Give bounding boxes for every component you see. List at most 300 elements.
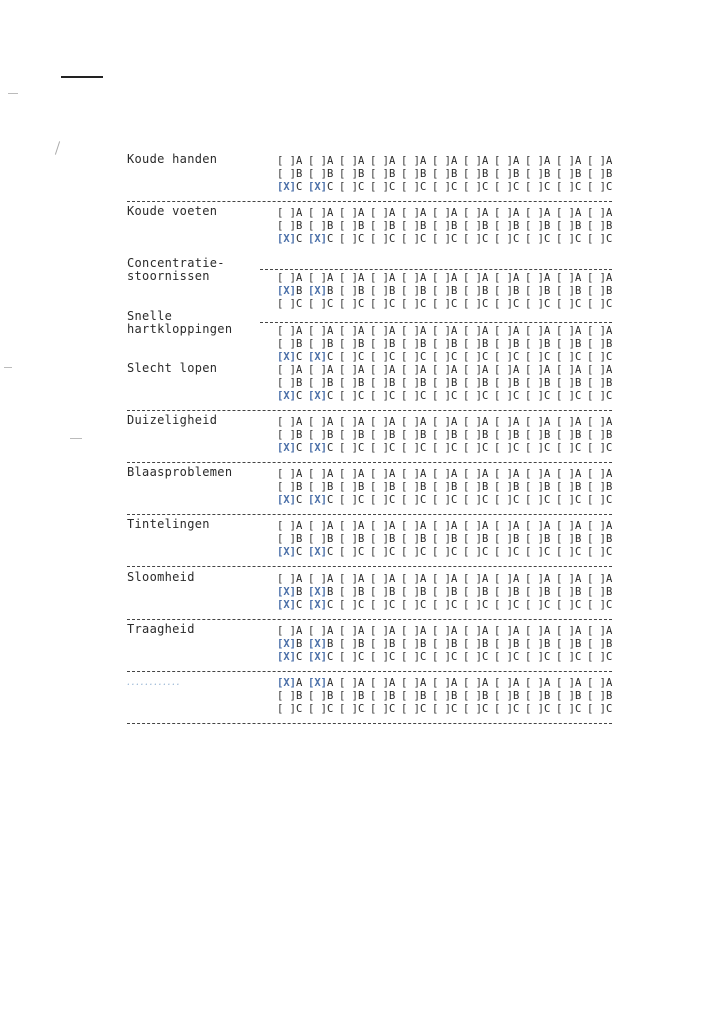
empty-box[interactable]: [ ]	[556, 468, 575, 481]
empty-box[interactable]: [ ]	[494, 572, 513, 585]
empty-box[interactable]: [ ]	[525, 533, 544, 546]
checkbox-option-b[interactable]	[277, 586, 308, 599]
empty-box[interactable]: [ ]	[494, 324, 513, 337]
checkbox-option-a[interactable]	[339, 416, 370, 429]
checkbox-option-b[interactable]	[277, 168, 308, 181]
empty-box[interactable]: [ ]	[277, 624, 296, 637]
empty-box[interactable]: [ ]	[432, 428, 451, 441]
empty-box[interactable]: [ ]	[432, 298, 451, 311]
checkbox-option-c[interactable]	[525, 599, 556, 612]
checked-box[interactable]: [X]	[308, 676, 327, 689]
empty-box[interactable]: [ ]	[432, 181, 451, 193]
empty-box[interactable]: [ ]	[587, 389, 606, 402]
checkbox-option-a[interactable]	[494, 364, 525, 377]
checked-box[interactable]: [X]	[308, 585, 327, 598]
empty-box[interactable]: [ ]	[370, 389, 389, 402]
empty-box[interactable]: [ ]	[494, 481, 513, 494]
checked-box[interactable]: [X]	[277, 441, 296, 454]
empty-box[interactable]: [ ]	[432, 689, 451, 702]
checkbox-option-a[interactable]	[587, 207, 618, 220]
empty-box[interactable]: [ ]	[308, 533, 327, 546]
empty-box[interactable]: [ ]	[277, 572, 296, 585]
checkbox-option-a[interactable]	[432, 364, 463, 377]
empty-box[interactable]: [ ]	[463, 598, 482, 611]
empty-box[interactable]: [ ]	[432, 441, 451, 454]
empty-box[interactable]: [ ]	[525, 494, 544, 507]
checkbox-option-a[interactable]	[401, 207, 432, 220]
checkbox-option-b[interactable]	[308, 481, 339, 494]
empty-box[interactable]: [ ]	[277, 520, 296, 533]
checkbox-option-c[interactable]	[463, 546, 494, 559]
empty-box[interactable]: [ ]	[463, 441, 482, 454]
empty-box[interactable]: [ ]	[277, 468, 296, 481]
checkbox-option-a[interactable]	[525, 468, 556, 481]
empty-box[interactable]: [ ]	[494, 285, 513, 298]
checkbox-option-a[interactable]	[370, 677, 401, 690]
empty-box[interactable]: [ ]	[463, 650, 482, 663]
checkbox-option-c[interactable]	[494, 390, 525, 403]
empty-box[interactable]: [ ]	[463, 155, 482, 167]
checkbox-option-b[interactable]	[432, 168, 463, 181]
checkbox-option-c[interactable]	[587, 442, 618, 455]
empty-box[interactable]: [ ]	[370, 298, 389, 311]
checked-box[interactable]: [X]	[277, 637, 296, 650]
empty-box[interactable]: [ ]	[556, 598, 575, 611]
empty-box[interactable]: [ ]	[463, 533, 482, 546]
empty-box[interactable]: [ ]	[277, 272, 296, 285]
empty-box[interactable]: [ ]	[432, 207, 451, 220]
empty-box[interactable]: [ ]	[432, 233, 451, 246]
empty-box[interactable]: [ ]	[339, 533, 358, 546]
empty-box[interactable]: [ ]	[432, 650, 451, 663]
empty-box[interactable]: [ ]	[525, 624, 544, 637]
checkbox-option-c[interactable]	[525, 494, 556, 507]
checkbox-option-a[interactable]	[525, 207, 556, 220]
checkbox-option-c[interactable]	[525, 651, 556, 664]
checkbox-option-a[interactable]	[401, 364, 432, 377]
checkbox-option-b[interactable]	[494, 638, 525, 651]
empty-box[interactable]: [ ]	[401, 233, 420, 246]
empty-box[interactable]: [ ]	[587, 481, 606, 494]
empty-box[interactable]: [ ]	[463, 481, 482, 494]
empty-box[interactable]: [ ]	[556, 181, 575, 193]
checkbox-option-a[interactable]	[525, 625, 556, 638]
checkbox-option-a[interactable]	[463, 416, 494, 429]
checkbox-option-b[interactable]	[432, 690, 463, 703]
empty-box[interactable]: [ ]	[587, 337, 606, 350]
checkbox-option-b[interactable]	[370, 168, 401, 181]
empty-box[interactable]: [ ]	[556, 428, 575, 441]
empty-box[interactable]: [ ]	[525, 598, 544, 611]
checkbox-option-c[interactable]	[339, 233, 370, 246]
checkbox-option-c[interactable]	[370, 181, 401, 194]
checkbox-option-a[interactable]	[432, 325, 463, 338]
checkbox-option-c[interactable]	[525, 546, 556, 559]
empty-box[interactable]: [ ]	[339, 272, 358, 285]
empty-box[interactable]: [ ]	[587, 168, 606, 180]
empty-box[interactable]: [ ]	[463, 272, 482, 285]
empty-box[interactable]: [ ]	[525, 468, 544, 481]
empty-box[interactable]: [ ]	[587, 702, 606, 715]
checkbox-option-b[interactable]	[556, 338, 587, 351]
empty-box[interactable]: [ ]	[432, 546, 451, 559]
checkbox-option-a[interactable]	[587, 325, 618, 338]
checkbox-option-a[interactable]	[432, 155, 463, 168]
checkbox-option-a[interactable]	[308, 325, 339, 338]
empty-box[interactable]: [ ]	[432, 585, 451, 598]
empty-box[interactable]: [ ]	[370, 337, 389, 350]
empty-box[interactable]: [ ]	[277, 533, 296, 546]
checkbox-option-a[interactable]	[525, 272, 556, 285]
checkbox-option-a[interactable]	[308, 573, 339, 586]
checkbox-option-c[interactable]	[401, 494, 432, 507]
checkbox-option-c[interactable]	[308, 181, 339, 194]
empty-box[interactable]: [ ]	[401, 350, 420, 363]
empty-box[interactable]: [ ]	[463, 494, 482, 507]
checkbox-option-b[interactable]	[587, 377, 618, 390]
checkbox-option-b[interactable]	[587, 481, 618, 494]
empty-box[interactable]: [ ]	[370, 155, 389, 167]
checkbox-option-a[interactable]	[277, 468, 308, 481]
checkbox-option-c[interactable]	[339, 651, 370, 664]
empty-box[interactable]: [ ]	[401, 441, 420, 454]
empty-box[interactable]: [ ]	[525, 350, 544, 363]
empty-box[interactable]: [ ]	[525, 181, 544, 193]
empty-box[interactable]: [ ]	[370, 689, 389, 702]
empty-box[interactable]: [ ]	[556, 546, 575, 559]
checkbox-option-a[interactable]	[339, 677, 370, 690]
empty-box[interactable]: [ ]	[401, 155, 420, 167]
checkbox-option-c[interactable]	[556, 233, 587, 246]
empty-box[interactable]: [ ]	[370, 533, 389, 546]
checkbox-option-b[interactable]	[308, 586, 339, 599]
empty-box[interactable]: [ ]	[401, 520, 420, 533]
checkbox-option-a[interactable]	[587, 468, 618, 481]
checkbox-option-a[interactable]	[494, 155, 525, 168]
checked-box[interactable]: [X]	[308, 181, 327, 193]
empty-box[interactable]: [ ]	[308, 168, 327, 180]
checked-box[interactable]: [X]	[277, 585, 296, 598]
empty-box[interactable]: [ ]	[432, 520, 451, 533]
empty-box[interactable]: [ ]	[339, 494, 358, 507]
checkbox-option-a[interactable]	[556, 625, 587, 638]
empty-box[interactable]: [ ]	[339, 389, 358, 402]
empty-box[interactable]: [ ]	[494, 233, 513, 246]
checkbox-option-a[interactable]	[463, 272, 494, 285]
checkbox-option-b[interactable]	[370, 429, 401, 442]
checkbox-option-c[interactable]	[494, 703, 525, 716]
empty-box[interactable]: [ ]	[339, 650, 358, 663]
empty-box[interactable]: [ ]	[339, 415, 358, 428]
checkbox-option-a[interactable]	[339, 520, 370, 533]
checkbox-option-b[interactable]	[432, 586, 463, 599]
checkbox-option-a[interactable]	[370, 416, 401, 429]
empty-box[interactable]: [ ]	[339, 337, 358, 350]
checkbox-option-c[interactable]	[556, 546, 587, 559]
empty-box[interactable]: [ ]	[339, 585, 358, 598]
empty-box[interactable]: [ ]	[339, 572, 358, 585]
empty-box[interactable]: [ ]	[525, 363, 544, 376]
checked-box[interactable]: [X]	[308, 350, 327, 363]
empty-box[interactable]: [ ]	[525, 546, 544, 559]
checkbox-option-a[interactable]	[463, 364, 494, 377]
empty-box[interactable]: [ ]	[432, 415, 451, 428]
empty-box[interactable]: [ ]	[556, 415, 575, 428]
checkbox-option-a[interactable]	[308, 520, 339, 533]
checkbox-option-a[interactable]	[556, 520, 587, 533]
empty-box[interactable]: [ ]	[339, 233, 358, 246]
empty-box[interactable]: [ ]	[401, 598, 420, 611]
checkbox-option-b[interactable]	[525, 481, 556, 494]
empty-box[interactable]: [ ]	[308, 207, 327, 220]
checkbox-option-c[interactable]	[370, 546, 401, 559]
empty-box[interactable]: [ ]	[525, 637, 544, 650]
checkbox-option-b[interactable]	[432, 533, 463, 546]
checkbox-option-a[interactable]	[494, 325, 525, 338]
checkbox-option-a[interactable]	[494, 520, 525, 533]
checkbox-option-c[interactable]	[401, 546, 432, 559]
empty-box[interactable]: [ ]	[463, 324, 482, 337]
empty-box[interactable]: [ ]	[556, 441, 575, 454]
checkbox-option-a[interactable]	[556, 573, 587, 586]
empty-box[interactable]: [ ]	[525, 337, 544, 350]
empty-box[interactable]: [ ]	[401, 533, 420, 546]
empty-box[interactable]: [ ]	[494, 272, 513, 285]
empty-box[interactable]: [ ]	[432, 389, 451, 402]
empty-box[interactable]: [ ]	[432, 533, 451, 546]
checkbox-option-c[interactable]	[308, 442, 339, 455]
checkbox-option-a[interactable]	[370, 520, 401, 533]
empty-box[interactable]: [ ]	[308, 520, 327, 533]
empty-box[interactable]: [ ]	[494, 337, 513, 350]
empty-box[interactable]: [ ]	[525, 285, 544, 298]
checkbox-option-b[interactable]	[525, 168, 556, 181]
checkbox-option-b[interactable]	[432, 338, 463, 351]
empty-box[interactable]: [ ]	[401, 650, 420, 663]
empty-box[interactable]: [ ]	[525, 428, 544, 441]
checkbox-option-b[interactable]	[401, 338, 432, 351]
checkbox-option-c[interactable]	[556, 703, 587, 716]
empty-box[interactable]: [ ]	[525, 272, 544, 285]
empty-box[interactable]: [ ]	[432, 155, 451, 167]
checked-box[interactable]: [X]	[308, 637, 327, 650]
empty-box[interactable]: [ ]	[339, 285, 358, 298]
checkbox-option-c[interactable]	[587, 546, 618, 559]
empty-box[interactable]: [ ]	[432, 468, 451, 481]
checkbox-option-b[interactable]	[525, 533, 556, 546]
checkbox-option-a[interactable]	[463, 520, 494, 533]
empty-box[interactable]: [ ]	[339, 220, 358, 233]
empty-box[interactable]: [ ]	[401, 324, 420, 337]
empty-box[interactable]: [ ]	[277, 220, 296, 233]
checkbox-option-b[interactable]	[556, 168, 587, 181]
checkbox-option-c[interactable]	[308, 233, 339, 246]
empty-box[interactable]: [ ]	[494, 533, 513, 546]
checkbox-option-a[interactable]	[587, 155, 618, 168]
checkbox-option-a[interactable]	[370, 573, 401, 586]
checkbox-option-b[interactable]	[277, 220, 308, 233]
empty-box[interactable]: [ ]	[401, 220, 420, 233]
checkbox-option-b[interactable]	[370, 586, 401, 599]
checkbox-option-c[interactable]	[432, 546, 463, 559]
checkbox-option-c[interactable]	[401, 442, 432, 455]
empty-box[interactable]: [ ]	[277, 481, 296, 494]
empty-box[interactable]: [ ]	[339, 689, 358, 702]
checkbox-option-b[interactable]	[494, 338, 525, 351]
empty-box[interactable]: [ ]	[370, 220, 389, 233]
empty-box[interactable]: [ ]	[308, 376, 327, 389]
checkbox-option-b[interactable]	[370, 481, 401, 494]
checkbox-option-a[interactable]	[277, 364, 308, 377]
checkbox-option-c[interactable]	[525, 442, 556, 455]
checkbox-option-a[interactable]	[587, 520, 618, 533]
empty-box[interactable]: [ ]	[587, 363, 606, 376]
empty-box[interactable]: [ ]	[556, 363, 575, 376]
empty-box[interactable]: [ ]	[463, 637, 482, 650]
empty-box[interactable]: [ ]	[587, 350, 606, 363]
empty-box[interactable]: [ ]	[370, 624, 389, 637]
checkbox-option-b[interactable]	[525, 586, 556, 599]
checkbox-option-a[interactable]	[308, 625, 339, 638]
checkbox-option-a[interactable]	[556, 207, 587, 220]
checkbox-option-a[interactable]	[308, 272, 339, 285]
checkbox-option-b[interactable]	[587, 533, 618, 546]
checkbox-option-a[interactable]	[556, 272, 587, 285]
checkbox-option-a[interactable]	[525, 520, 556, 533]
empty-box[interactable]: [ ]	[370, 520, 389, 533]
empty-box[interactable]: [ ]	[432, 168, 451, 180]
checkbox-option-b[interactable]	[463, 377, 494, 390]
empty-box[interactable]: [ ]	[308, 702, 327, 715]
empty-box[interactable]: [ ]	[370, 702, 389, 715]
empty-box[interactable]: [ ]	[463, 689, 482, 702]
empty-box[interactable]: [ ]	[370, 324, 389, 337]
checkbox-option-a[interactable]	[277, 416, 308, 429]
empty-box[interactable]: [ ]	[308, 468, 327, 481]
checkbox-option-a[interactable]	[525, 573, 556, 586]
checkbox-option-b[interactable]	[556, 586, 587, 599]
empty-box[interactable]: [ ]	[587, 272, 606, 285]
checkbox-option-c[interactable]	[525, 390, 556, 403]
empty-box[interactable]: [ ]	[463, 520, 482, 533]
empty-box[interactable]: [ ]	[463, 428, 482, 441]
empty-box[interactable]: [ ]	[370, 428, 389, 441]
empty-box[interactable]: [ ]	[587, 428, 606, 441]
checkbox-option-c[interactable]	[308, 390, 339, 403]
checked-box[interactable]: [X]	[277, 285, 296, 298]
checkbox-option-c[interactable]	[494, 181, 525, 194]
checkbox-option-a[interactable]	[494, 573, 525, 586]
checkbox-option-b[interactable]	[587, 338, 618, 351]
empty-box[interactable]: [ ]	[494, 637, 513, 650]
checkbox-option-a[interactable]	[525, 416, 556, 429]
empty-box[interactable]: [ ]	[308, 298, 327, 311]
checked-box[interactable]: [X]	[308, 441, 327, 454]
checkbox-option-c[interactable]	[556, 442, 587, 455]
empty-box[interactable]: [ ]	[308, 428, 327, 441]
empty-box[interactable]: [ ]	[401, 585, 420, 598]
empty-box[interactable]: [ ]	[556, 520, 575, 533]
empty-box[interactable]: [ ]	[308, 220, 327, 233]
checkbox-option-a[interactable]	[401, 625, 432, 638]
checkbox-option-a[interactable]	[463, 625, 494, 638]
empty-box[interactable]: [ ]	[525, 207, 544, 220]
checkbox-option-b[interactable]	[494, 377, 525, 390]
checkbox-option-c[interactable]	[587, 651, 618, 664]
empty-box[interactable]: [ ]	[401, 337, 420, 350]
empty-box[interactable]: [ ]	[587, 650, 606, 663]
empty-box[interactable]: [ ]	[494, 415, 513, 428]
checkbox-option-c[interactable]	[494, 442, 525, 455]
checkbox-option-b[interactable]	[494, 220, 525, 233]
empty-box[interactable]: [ ]	[587, 520, 606, 533]
empty-box[interactable]: [ ]	[370, 650, 389, 663]
checkbox-option-b[interactable]	[401, 285, 432, 298]
empty-box[interactable]: [ ]	[463, 285, 482, 298]
checkbox-option-c[interactable]	[556, 181, 587, 194]
checkbox-option-b[interactable]	[339, 429, 370, 442]
empty-box[interactable]: [ ]	[277, 363, 296, 376]
checkbox-option-a[interactable]	[587, 272, 618, 285]
empty-box[interactable]: [ ]	[463, 624, 482, 637]
checkbox-option-b[interactable]	[370, 690, 401, 703]
empty-box[interactable]: [ ]	[587, 441, 606, 454]
checkbox-option-a[interactable]	[308, 468, 339, 481]
empty-box[interactable]: [ ]	[277, 155, 296, 167]
empty-box[interactable]: [ ]	[277, 298, 296, 311]
checkbox-option-c[interactable]	[463, 599, 494, 612]
checkbox-option-a[interactable]	[277, 625, 308, 638]
checkbox-option-c[interactable]	[587, 494, 618, 507]
checkbox-option-a[interactable]	[556, 677, 587, 690]
checkbox-option-b[interactable]	[587, 168, 618, 181]
empty-box[interactable]: [ ]	[401, 702, 420, 715]
checkbox-option-b[interactable]	[370, 285, 401, 298]
checkbox-option-b[interactable]	[463, 168, 494, 181]
checkbox-option-c[interactable]	[308, 651, 339, 664]
checkbox-option-b[interactable]	[308, 377, 339, 390]
checkbox-option-a[interactable]	[463, 155, 494, 168]
checkbox-option-b[interactable]	[277, 377, 308, 390]
checkbox-option-a[interactable]	[370, 364, 401, 377]
checkbox-option-c[interactable]	[432, 703, 463, 716]
checkbox-option-c[interactable]	[494, 651, 525, 664]
checkbox-option-a[interactable]	[494, 468, 525, 481]
empty-box[interactable]: [ ]	[494, 468, 513, 481]
empty-box[interactable]: [ ]	[556, 233, 575, 246]
empty-box[interactable]: [ ]	[587, 637, 606, 650]
checkbox-option-a[interactable]	[463, 325, 494, 338]
empty-box[interactable]: [ ]	[432, 598, 451, 611]
checkbox-option-a[interactable]	[339, 364, 370, 377]
empty-box[interactable]: [ ]	[525, 520, 544, 533]
checkbox-option-a[interactable]	[277, 573, 308, 586]
checkbox-option-b[interactable]	[463, 533, 494, 546]
empty-box[interactable]: [ ]	[556, 650, 575, 663]
empty-box[interactable]: [ ]	[525, 233, 544, 246]
checkbox-option-a[interactable]	[525, 364, 556, 377]
checkbox-option-b[interactable]	[556, 690, 587, 703]
empty-box[interactable]: [ ]	[556, 494, 575, 507]
empty-box[interactable]: [ ]	[339, 207, 358, 220]
checkbox-option-a[interactable]	[370, 325, 401, 338]
empty-box[interactable]: [ ]	[494, 441, 513, 454]
empty-box[interactable]: [ ]	[494, 598, 513, 611]
checkbox-option-c[interactable]	[370, 494, 401, 507]
checkbox-option-b[interactable]	[556, 429, 587, 442]
empty-box[interactable]: [ ]	[370, 350, 389, 363]
empty-box[interactable]: [ ]	[401, 572, 420, 585]
